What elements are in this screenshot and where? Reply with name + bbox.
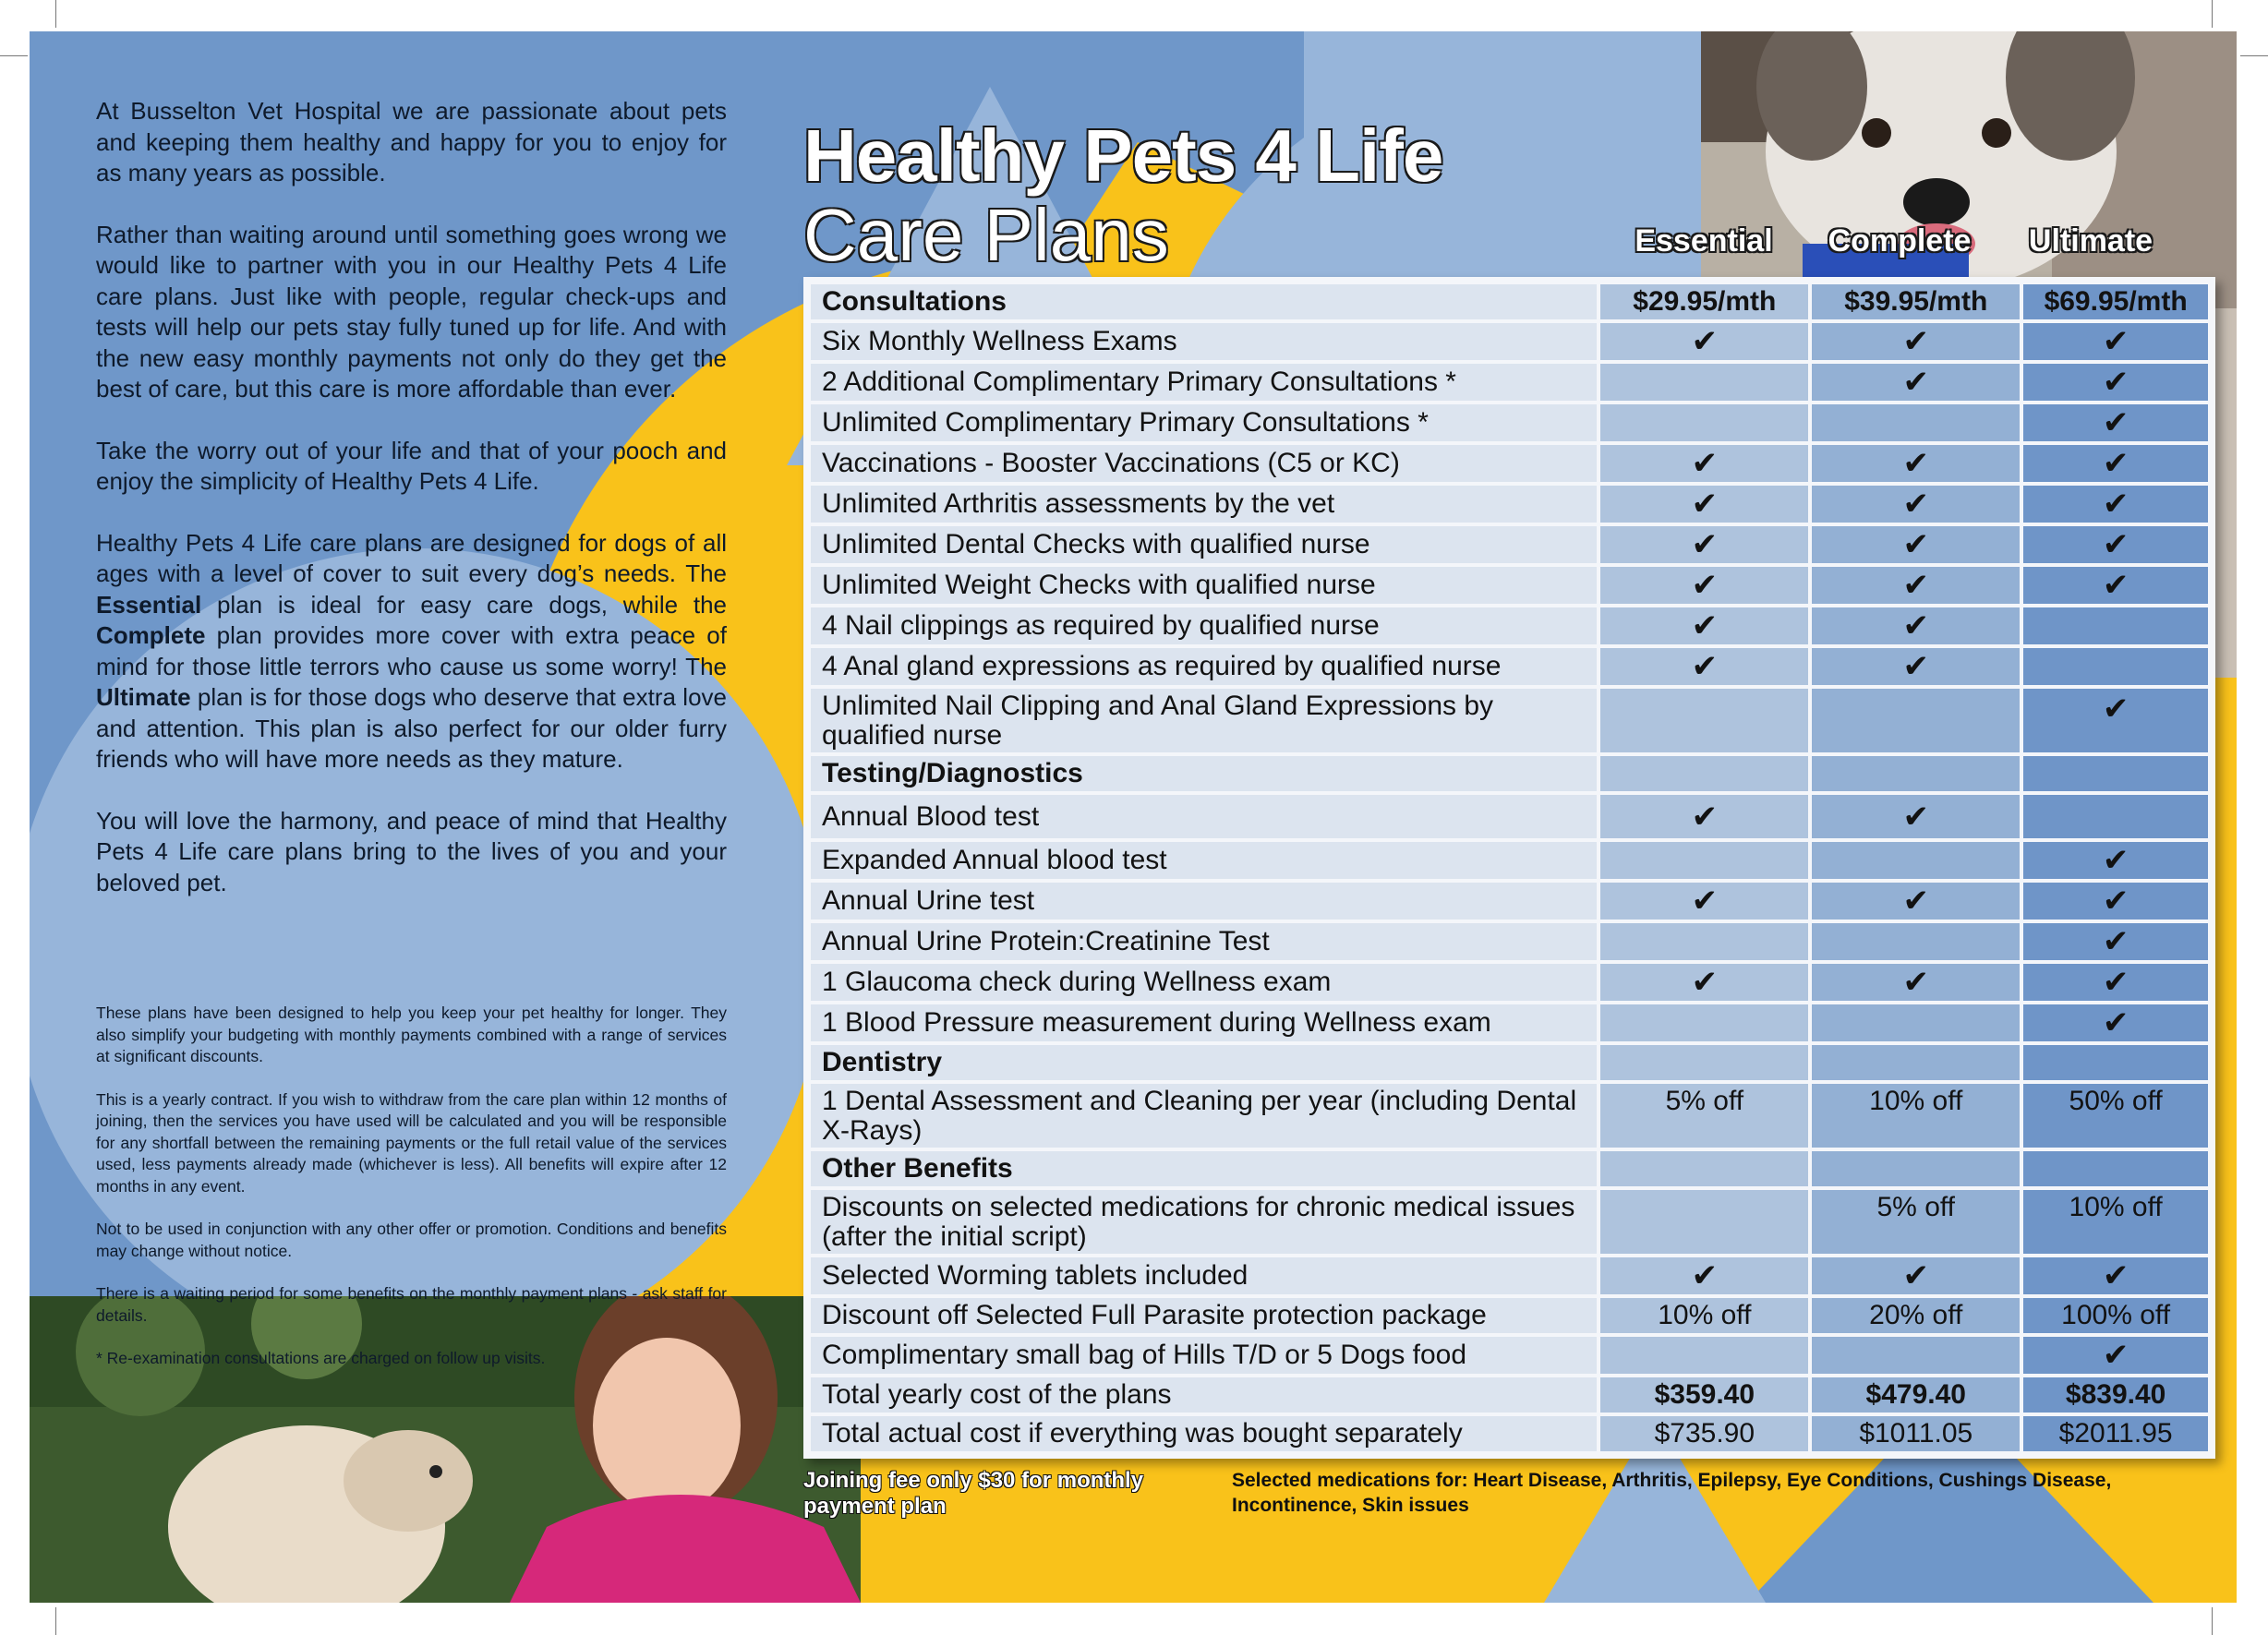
row-label: Unlimited Dental Checks with qualified nurse: [811, 526, 1597, 563]
plan-cell-complete: [1812, 689, 2020, 752]
check-icon: ✔: [2023, 323, 2208, 360]
crop-mark: [2212, 1607, 2213, 1635]
intro-text: [96, 96, 727, 929]
check-icon: ✔: [2023, 445, 2208, 482]
check-icon: ✔: [1812, 445, 2020, 482]
table-row: [811, 795, 2208, 838]
table-row: [811, 364, 2208, 401]
table-row: [811, 1190, 2208, 1254]
check-icon: ✔: [1600, 648, 1808, 685]
check-icon: ✔: [2023, 842, 2208, 879]
plan-cell-ultimate: 10% off: [2023, 1190, 2208, 1254]
plan-cell-complete: [1812, 1004, 2020, 1041]
plan-cell-ultimate: $2011.95: [2023, 1416, 2208, 1451]
table-row: [811, 323, 2208, 360]
row-label: Unlimited Nail Clipping and Anal Gland Expressions by qualified nurse: [811, 689, 1597, 752]
check-icon: ✔: [1600, 883, 1808, 920]
row-label: Unlimited Arthritis assessments by the vet: [811, 486, 1597, 523]
row-label: 2 Additional Complimentary Primary Consultations *: [811, 364, 1597, 401]
plans-text: Healthy Pets 4 Life care plans are designed for dogs of all ages with a level of cover to suit every dog’s needs. The: [96, 528, 727, 587]
fine-print: [96, 1003, 727, 1391]
row-label: Total yearly cost of the plans: [811, 1377, 1597, 1413]
care-plans-table: [803, 277, 2215, 1459]
plan-cell-ultimate: [2023, 1045, 2208, 1080]
plan-cell-ultimate: [2023, 607, 2208, 644]
row-label: Unlimited Complimentary Primary Consultations *: [811, 404, 1597, 441]
check-icon: ✔: [1812, 607, 2020, 644]
table-row: [811, 1377, 2208, 1413]
joining-fee-note: Joining fee only $30 for monthly payment plan: [803, 1468, 1144, 1519]
plan-cell-essential: $29.95/mth: [1600, 284, 1808, 319]
plan-cell-essential: [1600, 842, 1808, 879]
row-label: Consultations: [811, 284, 1597, 319]
row-label: Discount off Selected Full Parasite protection package: [811, 1298, 1597, 1333]
table-row: [811, 756, 2208, 791]
plan-cell-complete: $39.95/mth: [1812, 284, 2020, 319]
table-row: [811, 964, 2208, 1001]
table-row: [811, 1298, 2208, 1333]
plan-cell-ultimate: $839.40: [2023, 1377, 2208, 1413]
plan-cell-complete: [1812, 1151, 2020, 1186]
table-row: [811, 842, 2208, 879]
plan-cell-complete: [1812, 842, 2020, 879]
check-icon: ✔: [2023, 404, 2208, 441]
check-icon: ✔: [1812, 323, 2020, 360]
plan-cell-essential: [1600, 1004, 1808, 1041]
check-icon: ✔: [1812, 964, 2020, 1001]
table-row: [811, 567, 2208, 604]
table-row: [811, 1337, 2208, 1374]
row-label: Other Benefits: [811, 1151, 1597, 1186]
plan-cell-essential: [1600, 1337, 1808, 1374]
row-label: Six Monthly Wellness Exams: [811, 323, 1597, 360]
plan-cell-complete: [1812, 404, 2020, 441]
plan-cell-essential: [1600, 1151, 1808, 1186]
check-icon: ✔: [2023, 923, 2208, 960]
crop-mark: [0, 55, 28, 56]
fine-print-paragraph: These plans have been designed to help you keep your pet healthy for longer. They also simplify your budgeting with monthly payments combined with a range of services at significant discounts.: [96, 1004, 727, 1065]
check-icon: ✔: [1812, 648, 2020, 685]
crop-mark: [55, 0, 56, 28]
column-header-essential: Essential: [1635, 223, 1773, 258]
fine-print-paragraph: This is a yearly contract. If you wish to withdraw from the care plan within 12 months of joining, then the services you have used will be calculated and you will be responsible for any shortfall between the remaining payments or the full retail value of the services used, less payments already made (whichever is less). All benefits will expire after 12 months in any event.: [96, 1089, 727, 1196]
row-label: Testing/Diagnostics: [811, 756, 1597, 791]
check-icon: ✔: [2023, 567, 2208, 604]
table-row: [811, 1257, 2208, 1294]
plan-cell-ultimate: [2023, 648, 2208, 685]
check-icon: ✔: [1600, 486, 1808, 523]
table-row: [811, 445, 2208, 482]
table-row: [811, 607, 2208, 644]
plan-cell-essential: $735.90: [1600, 1416, 1808, 1451]
plan-cell-essential: 10% off: [1600, 1298, 1808, 1333]
plan-cell-essential: 5% off: [1600, 1084, 1808, 1148]
intro-paragraph: At Busselton Vet Hospital we are passionate about pets and keeping them healthy and happy for you to enjoy for as many years as possible.: [96, 97, 727, 186]
check-icon: ✔: [1600, 323, 1808, 360]
row-label: Annual Urine Protein:Creatinine Test: [811, 923, 1597, 960]
table-row: [811, 526, 2208, 563]
table-row: [811, 404, 2208, 441]
plan-cell-complete: [1812, 923, 2020, 960]
plan-cell-ultimate: $69.95/mth: [2023, 284, 2208, 319]
check-icon: ✔: [2023, 1004, 2208, 1041]
row-label: Unlimited Weight Checks with qualified nurse: [811, 567, 1597, 604]
row-label: Discounts on selected medications for chronic medical issues (after the initial script): [811, 1190, 1597, 1254]
check-icon: ✔: [1600, 445, 1808, 482]
plans-text: plan is ideal for easy care dogs, while the: [201, 590, 727, 619]
table-row: [811, 486, 2208, 523]
check-icon: ✔: [2023, 883, 2208, 920]
plan-cell-complete: [1812, 756, 2020, 791]
check-icon: ✔: [1812, 567, 2020, 604]
row-label: Annual Blood test: [811, 795, 1597, 838]
fine-print-paragraph: Not to be used in conjunction with any other offer or promotion. Conditions and benefits may change without notice.: [96, 1220, 727, 1260]
plan-cell-complete: 20% off: [1812, 1298, 2020, 1333]
row-label: 4 Anal gland expressions as required by qualified nurse: [811, 648, 1597, 685]
row-label: Expanded Annual blood test: [811, 842, 1597, 879]
closing-paragraph: You will love the harmony, and peace of mind that Healthy Pets 4 Life care plans bring to the lives of you and your beloved pet.: [96, 806, 727, 896]
row-label: Total actual cost if everything was bought separately: [811, 1416, 1597, 1451]
complete-emphasis: Complete: [96, 621, 206, 649]
row-label: 4 Nail clippings as required by qualified nurse: [811, 607, 1597, 644]
plan-cell-complete: [1812, 1337, 2020, 1374]
essential-emphasis: Essential: [96, 590, 202, 619]
plan-cell-ultimate: 100% off: [2023, 1298, 2208, 1333]
check-icon: ✔: [1812, 795, 2020, 838]
plan-cell-essential: $359.40: [1600, 1377, 1808, 1413]
table-row: [811, 1416, 2208, 1451]
table-row: [811, 689, 2208, 752]
row-label: 1 Blood Pressure measurement during Wellness exam: [811, 1004, 1597, 1041]
table-row: [811, 883, 2208, 920]
check-icon: ✔: [2023, 1257, 2208, 1294]
plans-paragraph: [96, 528, 727, 775]
row-label: Dentistry: [811, 1045, 1597, 1080]
crop-mark: [2240, 55, 2268, 56]
fine-print-paragraph: There is a waiting period for some benefits on the monthly payment plans - ask staff for details.: [96, 1284, 727, 1325]
plan-cell-complete: [1812, 1045, 2020, 1080]
check-icon: ✔: [1600, 795, 1808, 838]
table-row: [811, 648, 2208, 685]
plan-cell-complete: $1011.05: [1812, 1416, 2020, 1451]
check-icon: ✔: [1812, 526, 2020, 563]
row-label: 1 Dental Assessment and Cleaning per year (including Dental X-Rays): [811, 1084, 1597, 1148]
column-header-complete: Complete: [1828, 223, 1972, 258]
table-row: [811, 1045, 2208, 1080]
plan-cell-ultimate: [2023, 756, 2208, 791]
check-icon: ✔: [2023, 364, 2208, 401]
crop-mark: [2212, 0, 2213, 28]
column-header-ultimate: Ultimate: [2028, 223, 2153, 258]
plans-text: plan provides more cover with extra peace of mind for those little terrors who cause us some worry! The: [96, 621, 727, 680]
table-row: [811, 1151, 2208, 1186]
medications-note: Selected medications for: Heart Disease, Arthritis, Epilepsy, Eye Conditions, Cushings Disease, Incontinence, Skin issues: [1232, 1470, 2112, 1516]
row-label: 1 Glaucoma check during Wellness exam: [811, 964, 1597, 1001]
plan-cell-essential: [1600, 689, 1808, 752]
check-icon: ✔: [1812, 486, 2020, 523]
plan-rows: [811, 284, 2208, 1451]
plan-cell-essential: [1600, 756, 1808, 791]
fine-print-paragraph: * Re-examination consultations are charged on follow up visits.: [96, 1349, 546, 1367]
plan-cell-ultimate: [2023, 1151, 2208, 1186]
table-row: [811, 284, 2208, 319]
plan-cell-essential: [1600, 364, 1808, 401]
check-icon: ✔: [2023, 964, 2208, 1001]
plan-cell-essential: [1600, 923, 1808, 960]
check-icon: ✔: [1600, 964, 1808, 1001]
check-icon: ✔: [2023, 689, 2208, 752]
plan-cell-essential: [1600, 1045, 1808, 1080]
page-subtitle: Care Plans: [803, 194, 1169, 276]
page-title: Healthy Pets 4 Life: [803, 114, 1443, 197]
crop-mark: [55, 1607, 56, 1635]
plans-text: plan is for those dogs who deserve that extra love and attention. This plan is also perfect for our older furry friends who will have more needs as they mature.: [96, 683, 727, 773]
check-icon: ✔: [2023, 1337, 2208, 1374]
plan-cell-ultimate: [2023, 795, 2208, 838]
plan-cell-complete: 10% off: [1812, 1084, 2020, 1148]
check-icon: ✔: [1812, 1257, 2020, 1294]
intro-paragraph: Rather than waiting around until something goes wrong we would like to partner with you in our Healthy Pets 4 Life care plans. Just like with people, regular check-ups and tests will help our pets stay fully tuned up for life. And with the new easy monthly payments not only do they get the best of care, but this care is more affordable than ever.: [96, 220, 727, 403]
check-icon: ✔: [1812, 883, 2020, 920]
ultimate-emphasis: Ultimate: [96, 683, 191, 711]
plan-cell-ultimate: 50% off: [2023, 1084, 2208, 1148]
check-icon: ✔: [1600, 526, 1808, 563]
table-row: [811, 1004, 2208, 1041]
check-icon: ✔: [1600, 567, 1808, 604]
check-icon: ✔: [2023, 486, 2208, 523]
table-row: [811, 923, 2208, 960]
row-label: Annual Urine test: [811, 883, 1597, 920]
table-row: [811, 1084, 2208, 1148]
check-icon: ✔: [1600, 1257, 1808, 1294]
check-icon: ✔: [1600, 607, 1808, 644]
plan-cell-essential: [1600, 1190, 1808, 1254]
check-icon: ✔: [2023, 526, 2208, 563]
row-label: Selected Worming tablets included: [811, 1257, 1597, 1294]
row-label: Complimentary small bag of Hills T/D or 5 Dogs food: [811, 1337, 1597, 1374]
plan-cell-complete: 5% off: [1812, 1190, 2020, 1254]
check-icon: ✔: [1812, 364, 2020, 401]
brochure-page: [30, 31, 2237, 1603]
row-label: Vaccinations - Booster Vaccinations (C5 or KC): [811, 445, 1597, 482]
intro-paragraph: Take the worry out of your life and that of your pooch and enjoy the simplicity of Healthy Pets 4 Life.: [96, 436, 727, 495]
plan-cell-complete: $479.40: [1812, 1377, 2020, 1413]
plan-cell-essential: [1600, 404, 1808, 441]
